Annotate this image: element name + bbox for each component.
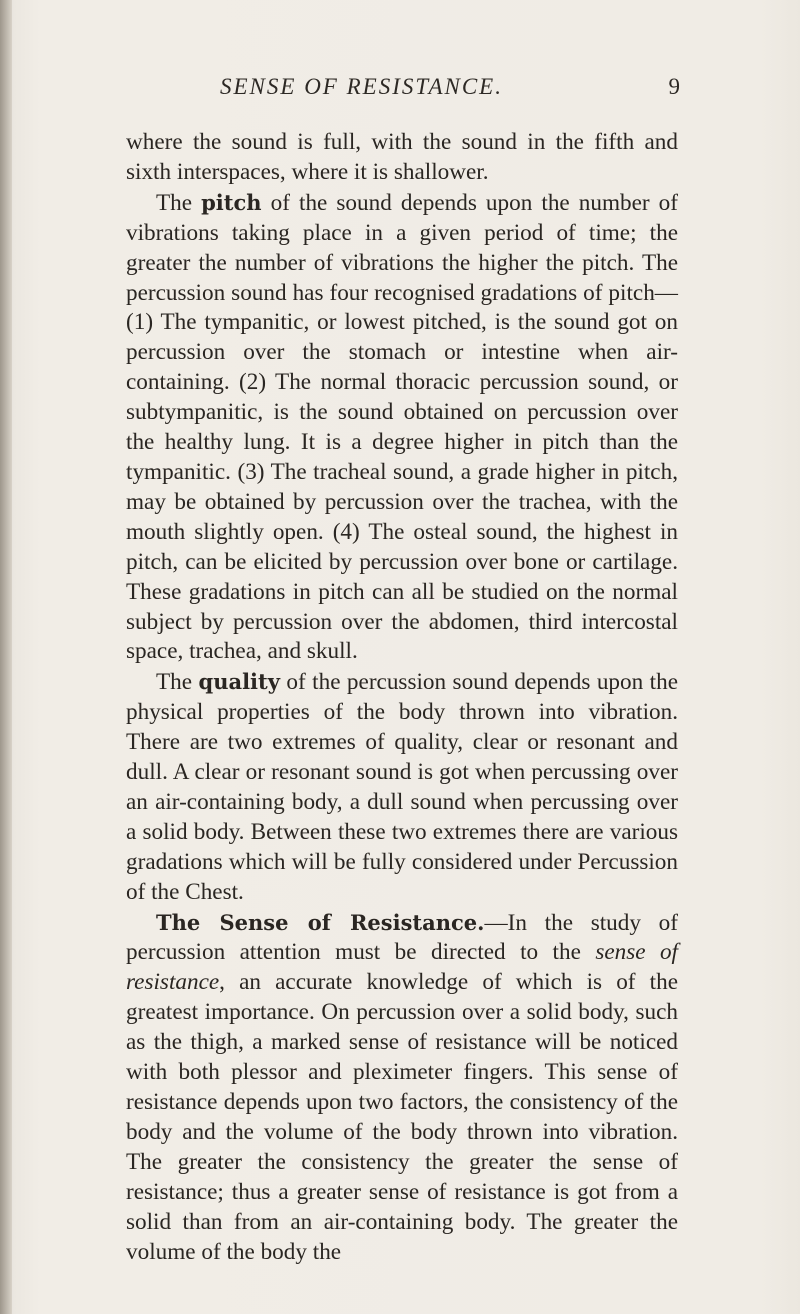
paragraph-quality xyxy=(126,667,678,907)
body-text xyxy=(126,128,678,1267)
emphasis-sense-of-resistance: sense of resistance xyxy=(126,939,678,996)
page-header xyxy=(220,74,680,106)
paragraph-text: of the sound depends upon the number of vibrations taking place in a given period of time; the greater the number of vibrations the higher the pitch. The percussion sound has four recognised gradations of pitch—(1) The tympanitic, or lowest pitched, is the sound got on percussion over the stomach or intestine when air-containing. (2) The normal thoracic percussion sound, or subtympanitic, is the sound obtained on percussion over the healthy lung. It is a degree higher in pitch than the tympanitic. (3) The tracheal sound, a grade higher in pitch, may be obtained by percussion over the trachea, with the mouth slightly open. (4) The osteal sound, the highest in pitch, can be elicited by percussion over bone or cartilage. These gradations in pitch can all be studied on the normal subject by percussion over the abdomen, third intercostal space, trachea, and skull. xyxy=(126,189,678,665)
paragraph-text: , an accurate knowledge of which is of the greatest importance. On percussion over a solid body, such as the thigh, a marked sense of resistance will be noticed with both plessor and pleximeter fingers. This sense of resistance depends upon two factors, the consistency of the body and the volume of the body thrown into vibration. The greater the consistency the greater the sense of resistance; thus a greater sense of resistance is got from a solid than from an air-containing body. The greater the volume of the body the xyxy=(126,969,678,1265)
book-spine-shadow xyxy=(0,0,12,1314)
paragraph-text: where the sound is full, with the sound in the fifth and sixth interspaces, where it is shallower. xyxy=(126,129,678,185)
paragraph-text: —In the study of percussion attention must be directed to the xyxy=(126,909,678,966)
paragraph-continuation xyxy=(126,128,678,188)
running-head: SENSE OF RESISTANCE. xyxy=(220,74,503,99)
paragraph-pitch xyxy=(126,188,678,668)
paragraph-lead: The xyxy=(156,189,202,216)
page-number: 9 xyxy=(668,74,680,99)
section-heading-sense-of-resistance: The Sense of Resistance. xyxy=(156,909,485,935)
paragraph-sense-of-resistance xyxy=(126,908,678,1268)
term-quality: quality xyxy=(198,669,280,695)
paragraph-lead: The xyxy=(156,669,199,696)
paragraph-text: of the percussion sound depends upon the physical properties of the body thrown into vibration. There are two extremes of quality, clear or resonant and dull. A clear or resonant sound is got when percussing over an air-containing body, a dull sound when percussing over a solid body. Between these two extremes there are various gradations which will be fully considered under Percussion of the Chest. xyxy=(126,669,678,905)
term-pitch: pitch xyxy=(201,189,262,215)
